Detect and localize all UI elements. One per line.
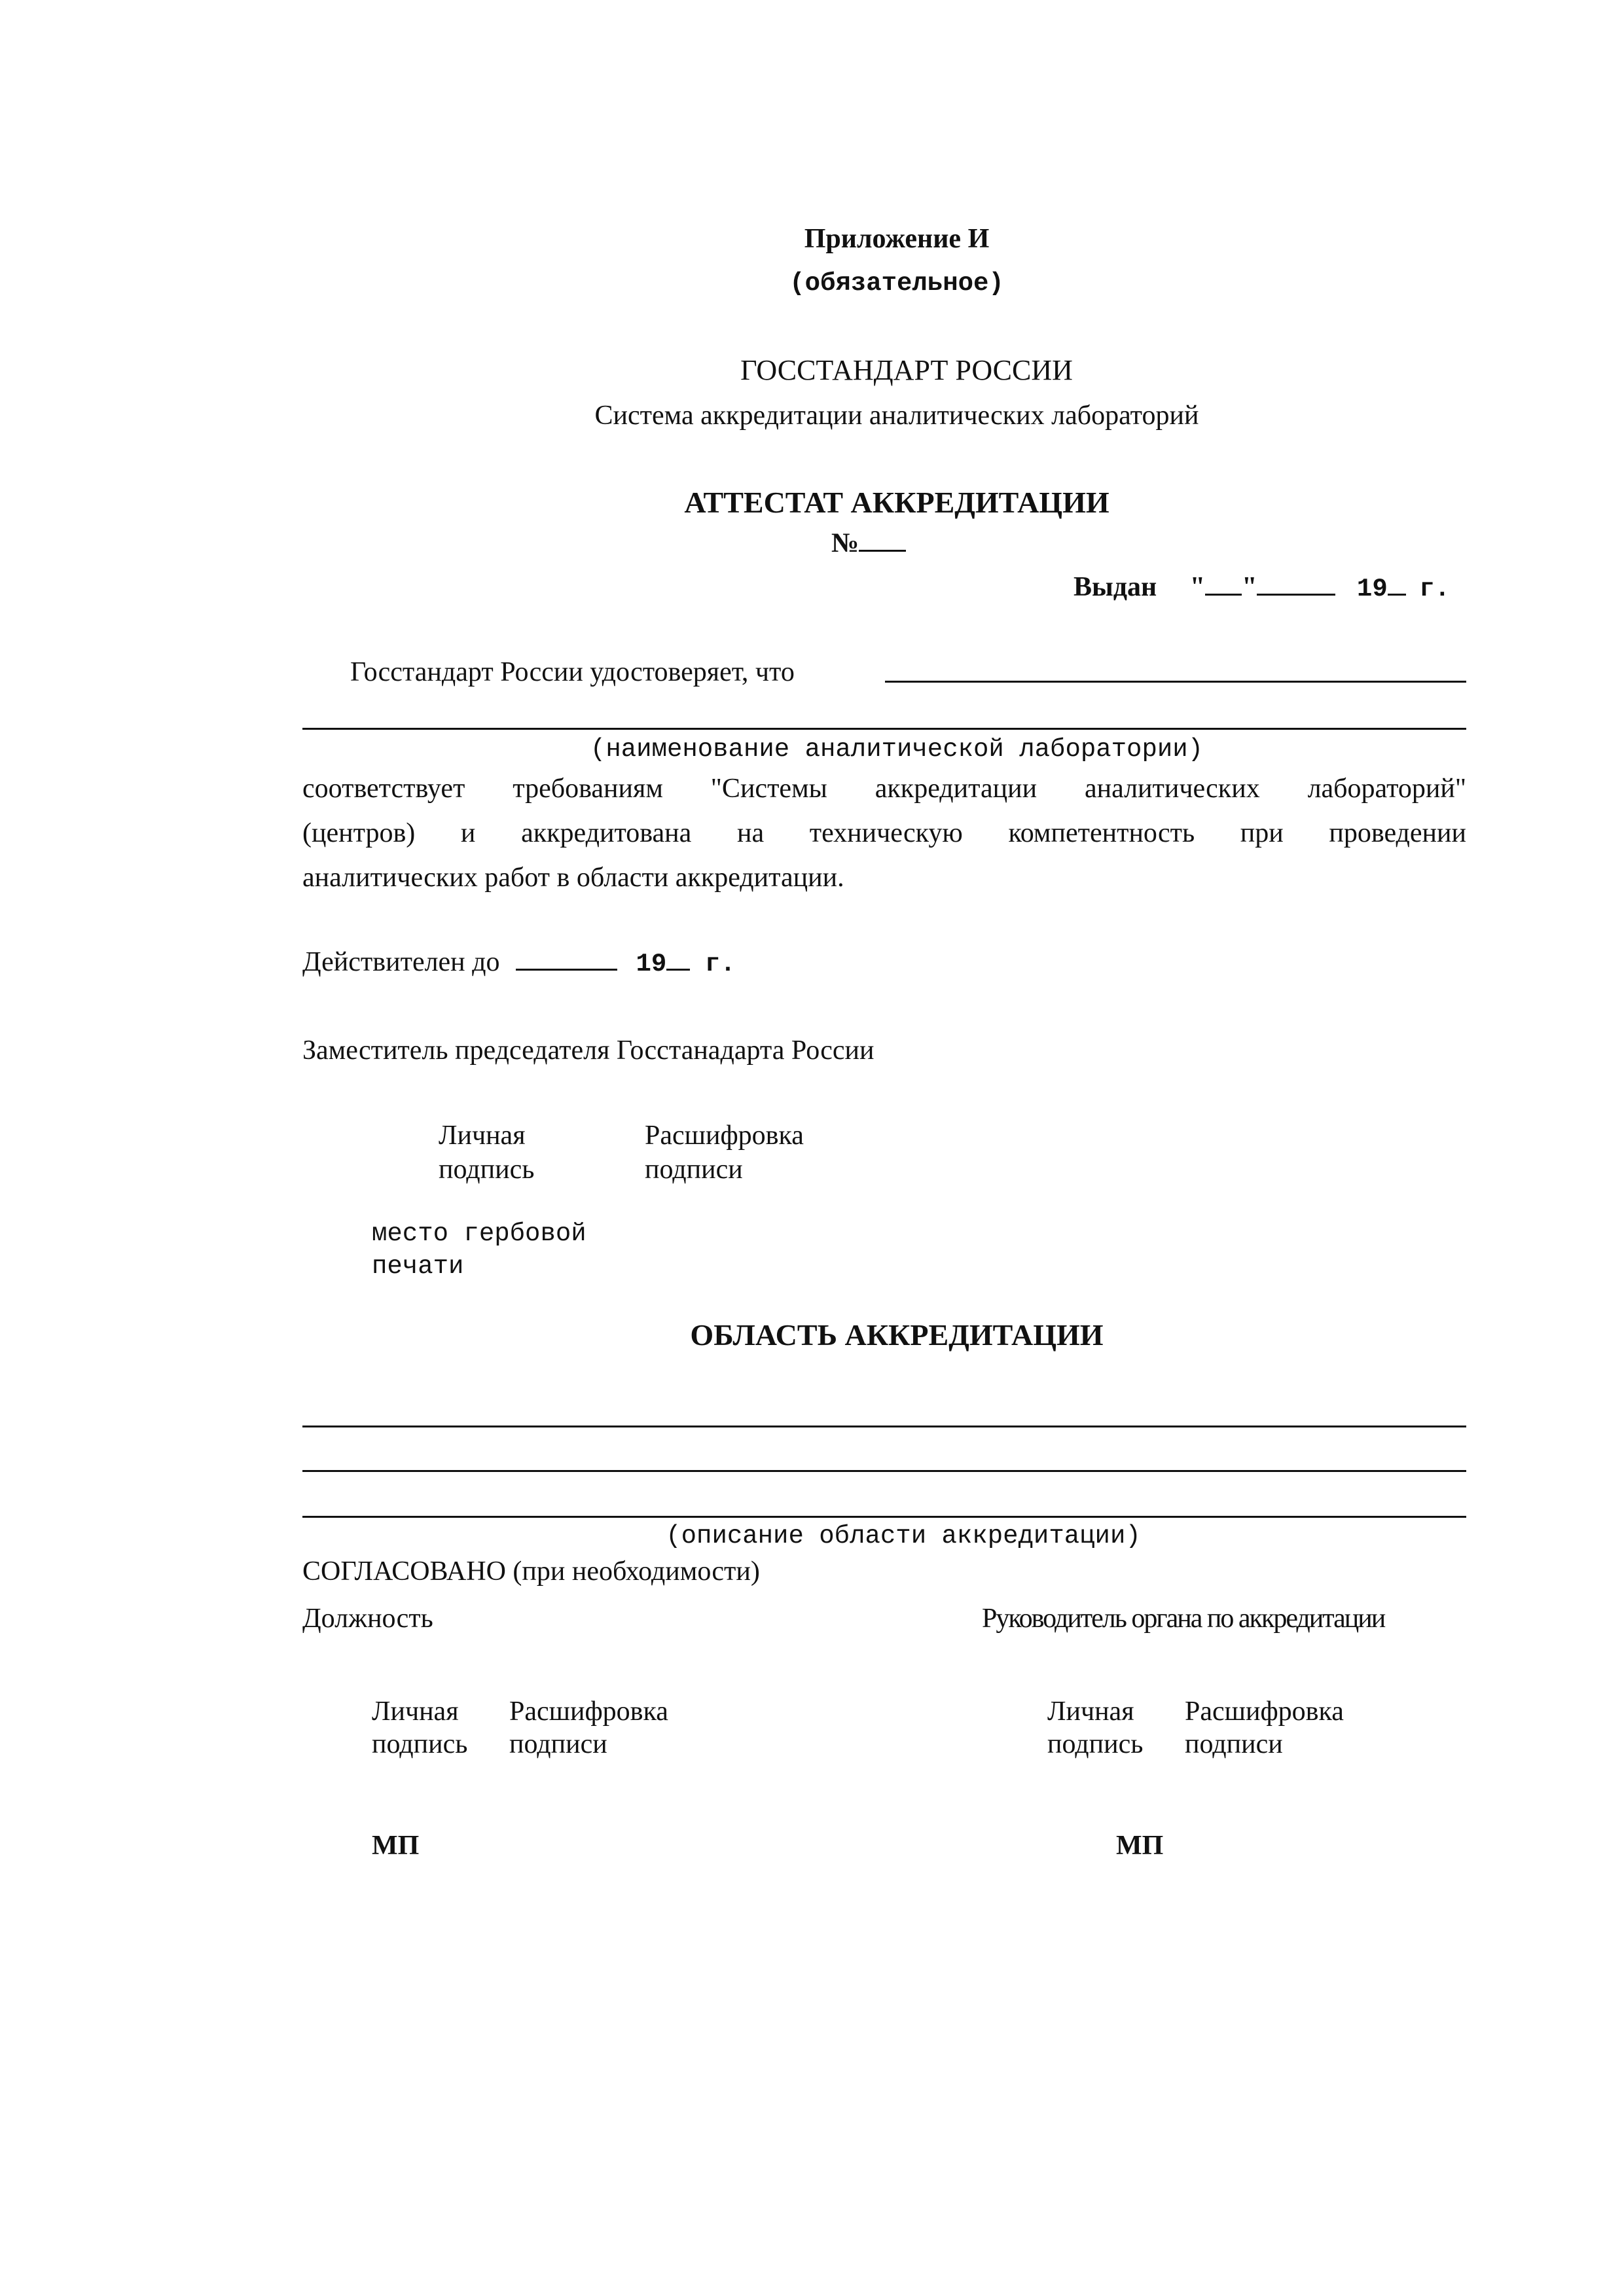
valid-until-blank [516,946,617,971]
issued-label: Выдан [1074,572,1157,602]
left-sign-decode-2: подписи [509,1729,607,1759]
signature-personal-1: Личная [439,1121,526,1151]
issued-line [1074,571,1450,605]
body-line-2: (центров) и аккредитована на техническую компетентность при проведении [302,818,1466,848]
mp-right: МП [1116,1831,1164,1861]
head-of-body-label: Руководитель органа по аккредитации [982,1604,1385,1634]
issued-quote-open: " [1189,572,1206,602]
system-name: Система аккредитации аналитических лабораторий [594,401,1199,431]
left-sign-personal-2: подпись [372,1729,468,1759]
signature-decode-1: Расшифровка [645,1121,804,1151]
lab-name-line-1 [885,681,1466,683]
body-line-3: аналитических работ в области аккредитации. [302,863,844,893]
valid-until-line [302,946,736,980]
number-label: № [831,528,859,558]
scope-caption: (описание области аккредитации) [666,1522,1141,1551]
lab-name-line-2 [302,728,1466,730]
scope-line-3 [302,1516,1466,1518]
number-blank [859,528,906,552]
appendix-note: (обязательное) [789,269,1004,298]
right-sign-decode-2: подписи [1185,1729,1283,1759]
issued-year-prefix: 19 [1356,575,1388,603]
certifies-text: Госстандарт России удостоверяет, что [350,657,795,687]
seal-place-2: печати [372,1252,464,1281]
right-sign-decode-1: Расшифровка [1185,1696,1344,1727]
scope-line-1 [302,1426,1466,1427]
valid-year-suffix: г. [704,950,736,978]
org-name: ГОССТАНДАРТ РОССИИ [740,354,1073,386]
issued-year-suffix: г. [1419,575,1451,603]
signature-personal-2: подпись [439,1155,535,1185]
signature-decode-2: подписи [645,1155,743,1185]
right-sign-personal-2: подпись [1047,1729,1144,1759]
scope-title: ОБЛАСТЬ АККРЕДИТАЦИИ [690,1318,1104,1352]
certificate-number [831,527,906,560]
issued-quote-close: " [1242,572,1257,602]
valid-until-label: Действителен до [302,947,500,977]
left-sign-personal-1: Личная [372,1696,459,1727]
body-line-1: соответствует требованиям "Системы аккредитации аналитических лабораторий" [302,774,1466,804]
left-sign-decode-1: Расшифровка [509,1696,668,1727]
mp-left: МП [372,1831,420,1861]
valid-year-prefix: 19 [636,950,667,978]
agreed-heading: СОГЛАСОВАНО (при необходимости) [302,1556,760,1587]
issued-year-blank [1388,571,1406,596]
right-sign-personal-1: Личная [1047,1696,1134,1727]
lab-name-caption: (наименование аналитической лаборатории) [590,735,1204,764]
issued-day-blank [1205,571,1242,596]
valid-year-blank [666,946,690,971]
seal-place-1: место гербовой [372,1219,586,1248]
scope-line-2 [302,1470,1466,1472]
document-title: АТТЕСТАТ АККРЕДИТАЦИИ [684,486,1110,519]
issued-month-blank [1257,571,1335,596]
position-label: Должность [302,1604,433,1634]
deputy-title: Заместитель председателя Госстанадарта России [302,1035,875,1066]
appendix-heading: Приложение И [804,224,990,254]
